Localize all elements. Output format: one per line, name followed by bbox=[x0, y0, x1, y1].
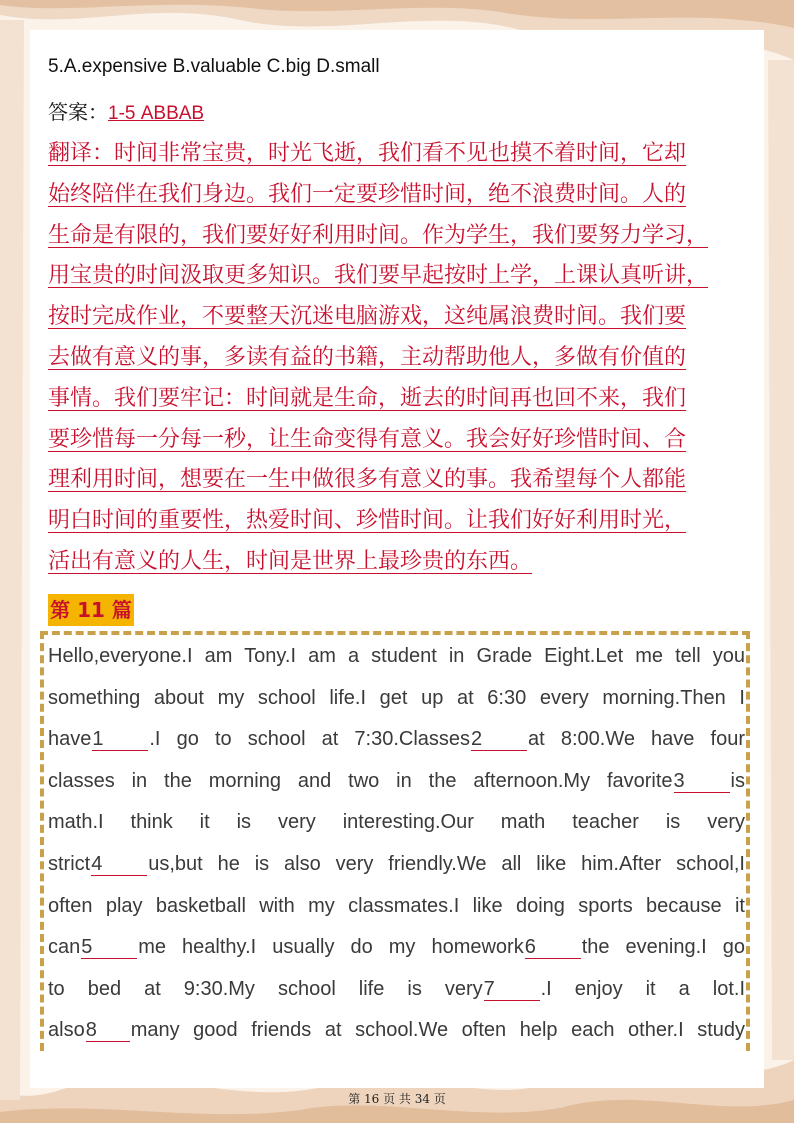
passage-line: Hello,everyone.I am Tony.I am a student in Grade Eight.Let me tell you bbox=[48, 645, 745, 667]
answer-label: 答案： bbox=[48, 100, 108, 124]
passage-line: have1 .I go to school at 7:30.Classes2 at 8:00.We have four bbox=[48, 728, 745, 751]
translation-line: 要珍惜每一分每一秒，让生命变得有意义。我会好好珍惜时间、合 bbox=[48, 426, 687, 452]
blank-4: 4 bbox=[91, 853, 147, 876]
passage-line: often play basketball with my classmates.I like doing sports because it bbox=[48, 894, 745, 917]
translation-line: 翻译：时间非常宝贵，时光飞逝，我们看不见也摸不着时间，它却 bbox=[48, 141, 687, 166]
translation-line: 用宝贵的时间汲取更多知识。我们要早起按时上学，上课认真听讲， bbox=[48, 263, 709, 289]
translation-line: 始终陪伴在我们身边。我们一定要珍惜时间，绝不浪费时间。人的 bbox=[48, 181, 687, 207]
passage-line: strict4 us,but he is also very friendly.We all like him.After school,I bbox=[48, 852, 745, 875]
blank-6: 6 bbox=[525, 936, 581, 959]
translation-line: 生命是有限的，我们要好好利用时间。作为学生，我们要努力学习， bbox=[48, 222, 709, 248]
blank-2: 2 bbox=[471, 728, 527, 751]
translation-line: 明白时间的重要性，热爱时间、珍惜时间。让我们好好利用时光， bbox=[48, 508, 687, 534]
passage-line: something about my school life.I get up at 6:30 every morning.Then I bbox=[48, 686, 745, 709]
blank-8: 8 bbox=[86, 1019, 130, 1042]
passage-line: math.I think it is very interesting.Our math teacher is very bbox=[48, 811, 745, 834]
translation-line: 按时完成作业，不要整天沉迷电脑游戏，这纯属浪费时间。我们要 bbox=[48, 304, 687, 330]
question-5-options: 5.A.expensive B.valuable C.big D.small bbox=[48, 56, 380, 77]
translation-line: 活出有意义的人生，时间是世界上最珍贵的东西。 bbox=[48, 548, 533, 574]
passage-line: also8 many good friends at school.We often help each other.I study bbox=[48, 1019, 745, 1042]
translation-line: 理利用时间，想要在一生中做很多有意义的事。我希望每个人都能 bbox=[48, 467, 687, 493]
cloze-passage bbox=[48, 636, 745, 1052]
passage-line: classes in the morning and two in the afternoon.My favorite3 is bbox=[48, 769, 745, 792]
page-footer: 第 16 页 共 34 页 bbox=[348, 1092, 446, 1106]
passage-line: to bed at 9:30.My school life is very7 .I enjoy it a lot.I bbox=[48, 977, 745, 1000]
translation-paragraph bbox=[48, 134, 746, 583]
answer-line bbox=[48, 96, 204, 125]
blank-3: 3 bbox=[674, 770, 730, 793]
answer-value: 1-5 ABBAB bbox=[108, 103, 205, 124]
section-title: 第 11 篇 bbox=[48, 594, 134, 626]
blank-7: 7 bbox=[484, 978, 540, 1001]
blank-1: 1 bbox=[92, 728, 148, 751]
translation-line: 去做有意义的事，多读有益的书籍，主动帮助他人，多做有价值的 bbox=[48, 344, 687, 370]
translation-line: 事情。我们要牢记：时间就是生命，逝去的时间再也回不来，我们 bbox=[48, 385, 687, 411]
blank-5: 5 bbox=[81, 936, 137, 959]
passage-line: can5 me healthy.I usually do my homework6 the evening.I go bbox=[48, 936, 745, 959]
